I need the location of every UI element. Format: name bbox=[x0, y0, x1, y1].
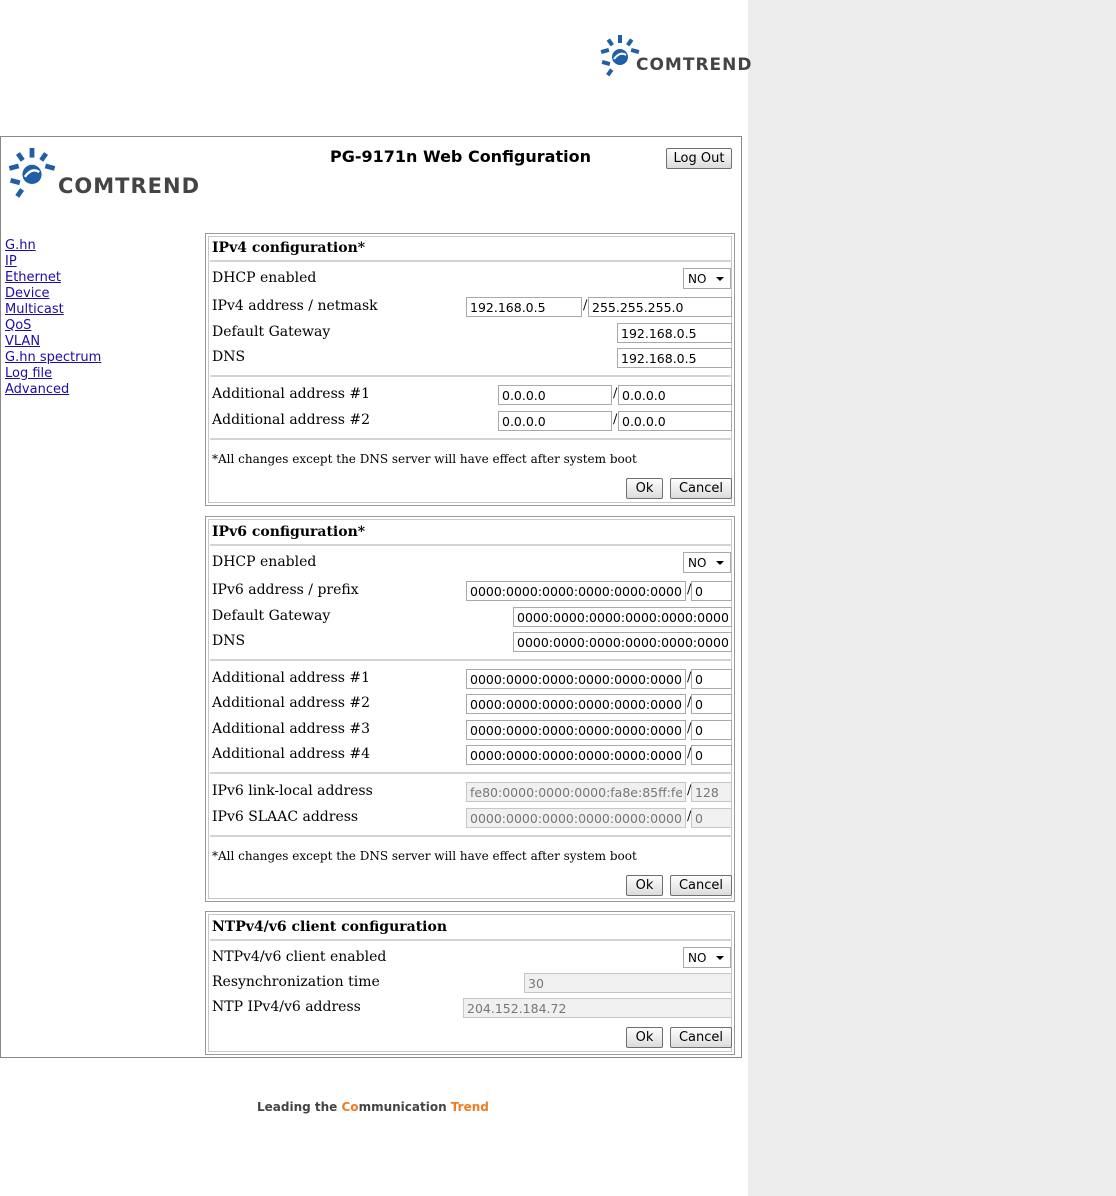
ipv6-additional-4-prefix[interactable] bbox=[691, 745, 732, 765]
ipv6-dhcp-label: DHCP enabled bbox=[212, 554, 317, 570]
ipv6-link-local-label: IPv6 link-local address bbox=[212, 783, 373, 799]
ipv6-prefix-input[interactable] bbox=[691, 581, 732, 601]
ntp-panel bbox=[205, 911, 735, 1055]
page-title: PG-9171n Web Configuration bbox=[330, 147, 591, 166]
ipv4-address-input[interactable] bbox=[466, 297, 582, 317]
nav-item-ethernet[interactable]: Ethernet bbox=[5, 270, 61, 285]
ipv4-note: *All changes except the DNS server will have effect after system boot bbox=[212, 452, 637, 466]
nav-item-ghn-spectrum[interactable]: G.hn spectrum bbox=[5, 350, 102, 365]
ntp-enabled-select[interactable]: NO bbox=[683, 947, 731, 968]
nav-item-qos[interactable]: QoS bbox=[5, 318, 32, 333]
comtrend-logo-header bbox=[8, 144, 203, 204]
nav-item-advanced[interactable]: Advanced bbox=[5, 382, 70, 397]
ipv6-additional-3-address[interactable] bbox=[466, 720, 686, 740]
ntp-title: NTPv4/v6 client configuration bbox=[212, 919, 448, 935]
nav-item-multicast[interactable]: Multicast bbox=[5, 302, 64, 317]
ipv4-additional-1-mask[interactable] bbox=[618, 385, 732, 405]
ipv6-title: IPv6 configuration* bbox=[212, 524, 366, 540]
ipv6-additional-1-address[interactable] bbox=[466, 669, 686, 689]
ipv4-gateway-input[interactable] bbox=[617, 323, 732, 343]
chevron-down-icon bbox=[716, 956, 724, 960]
ipv4-dns-input[interactable] bbox=[617, 348, 732, 368]
ipv6-additional-1-label: Additional address #1 bbox=[212, 670, 371, 686]
ipv6-cancel-button[interactable]: Cancel bbox=[670, 875, 732, 896]
nav-item-log-file[interactable]: Log file bbox=[5, 366, 53, 381]
ntp-address-input bbox=[463, 998, 732, 1018]
footer-slogan: Leading the Communication Trend bbox=[257, 1100, 489, 1114]
ipv6-dns-label: DNS bbox=[212, 633, 246, 649]
ipv6-slaac-prefix bbox=[691, 808, 732, 828]
ipv4-address-label: IPv4 address / netmask bbox=[212, 298, 378, 314]
ipv4-panel: IPv4 configuration* DHCP enabled NO IPv4 address / netmask 192.168.0.5 / 255.255.255.0 Default Gateway 192.168.0.5 DNS 192.168.0.5 Additional address #1 0.0.0.0 / 0.0.0.0 Additional address #2 0.0.0.0 / 0.0.0.0 *All changes except the DNS server will have effect after system boot Ok Cancel bbox=[205, 233, 735, 506]
ntp-ok-button[interactable]: Ok bbox=[626, 1027, 663, 1048]
ipv6-additional-3-label: Additional address #3 bbox=[212, 721, 371, 737]
comtrend-logo-top bbox=[600, 33, 753, 81]
ipv6-additional-4-label: Additional address #4 bbox=[212, 746, 371, 762]
ipv4-additional-1-label: Additional address #1 bbox=[212, 386, 371, 402]
ipv6-gateway-label: Default Gateway bbox=[212, 608, 331, 624]
nav-item-device[interactable]: Device bbox=[5, 286, 50, 301]
ntp-address-label: NTP IPv4/v6 address bbox=[212, 999, 361, 1015]
ipv6-link-local-address bbox=[466, 782, 686, 802]
logo-starburst-icon bbox=[600, 33, 640, 77]
logo-starburst-icon bbox=[8, 144, 56, 200]
ipv6-address-input[interactable] bbox=[466, 581, 686, 601]
ntp-enabled-label: NTPv4/v6 client enabled bbox=[212, 949, 387, 965]
ipv6-note: *All changes except the DNS server will have effect after system boot bbox=[212, 849, 637, 863]
ipv6-slaac-label: IPv6 SLAAC address bbox=[212, 809, 359, 825]
chevron-down-icon bbox=[716, 561, 724, 565]
chevron-down-icon bbox=[716, 277, 724, 281]
ntp-resync-input bbox=[524, 973, 732, 993]
ipv4-additional-2-mask[interactable] bbox=[618, 411, 732, 431]
ipv6-link-local-prefix bbox=[691, 782, 732, 802]
ipv6-additional-1-prefix[interactable] bbox=[691, 669, 732, 689]
ipv6-dns-input[interactable] bbox=[513, 632, 732, 652]
page-margin bbox=[748, 0, 1116, 1196]
ipv6-additional-3-prefix[interactable] bbox=[691, 720, 732, 740]
ipv4-dhcp-select[interactable]: NO bbox=[683, 268, 731, 289]
ipv4-dns-label: DNS bbox=[212, 349, 246, 365]
ipv6-dhcp-select[interactable]: NO bbox=[683, 552, 731, 573]
ipv4-additional-1-address[interactable] bbox=[498, 385, 612, 405]
ipv6-gateway-input[interactable] bbox=[513, 607, 732, 627]
logo-wordmark: COMTREND bbox=[636, 55, 753, 75]
ipv6-address-label: IPv6 address / prefix bbox=[212, 582, 359, 598]
ntp-resync-label: Resynchronization time bbox=[212, 974, 380, 990]
ipv6-slaac-address bbox=[466, 808, 686, 828]
logout-button[interactable]: Log Out bbox=[666, 148, 732, 169]
ipv4-title: IPv4 configuration* bbox=[212, 240, 366, 256]
nav-item-ip[interactable]: IP bbox=[5, 254, 17, 269]
ipv6-panel: IPv6 configuration* DHCP enabled NO IPv6 address / prefix 0000:0000:0000:0000:0000:0000:0000:0000 / 0 Default Gateway 0000:0000:0000:0000:0000:0000:0000:0000 DNS 0000:0000:0000:0000:0000:0000:0000:0000 Additional address #1 0000:0000:0000:0000:0000:0000:0000:0000 / 0 Additional address #2 0000:0000:0000:0000:0000:0000:0000:0000 / 0 Additional address #3 0000:0000:0000:0000:0000:0000:0000:0000 / 0 Additional address #4 0000:0000:0000:0000:0000:0000:0000:0000 / 0 IPv6 link-local address fe80:0000:0000:0000:fa8e:85ff:fef5 / 128 IPv6 SLAAC address 0000:0000:0000:0000:0000:0000:0000:0000 / 0 *All changes except the DNS server will have effect after system boot Ok Cancel bbox=[205, 516, 735, 902]
ipv6-additional-2-label: Additional address #2 bbox=[212, 695, 371, 711]
ipv6-ok-button[interactable]: Ok bbox=[626, 875, 663, 896]
ipv4-ok-button[interactable]: Ok bbox=[626, 478, 663, 499]
ipv4-cancel-button[interactable]: Cancel bbox=[670, 478, 732, 499]
ipv4-dhcp-label: DHCP enabled bbox=[212, 270, 317, 286]
ipv4-gateway-label: Default Gateway bbox=[212, 324, 331, 340]
ipv6-additional-2-prefix[interactable] bbox=[691, 694, 732, 714]
ipv4-additional-2-address[interactable] bbox=[498, 411, 612, 431]
logo-wordmark: COMTREND bbox=[58, 174, 201, 198]
side-nav bbox=[5, 238, 101, 398]
nav-item-vlan[interactable]: VLAN bbox=[5, 334, 41, 349]
ntp-cancel-button[interactable]: Cancel bbox=[670, 1027, 732, 1048]
ipv6-additional-4-address[interactable] bbox=[466, 745, 686, 765]
nav-item-ghn[interactable]: G.hn bbox=[5, 238, 36, 253]
ipv6-additional-2-address[interactable] bbox=[466, 694, 686, 714]
ipv4-netmask-input[interactable] bbox=[588, 297, 732, 317]
ipv4-additional-2-label: Additional address #2 bbox=[212, 412, 371, 428]
